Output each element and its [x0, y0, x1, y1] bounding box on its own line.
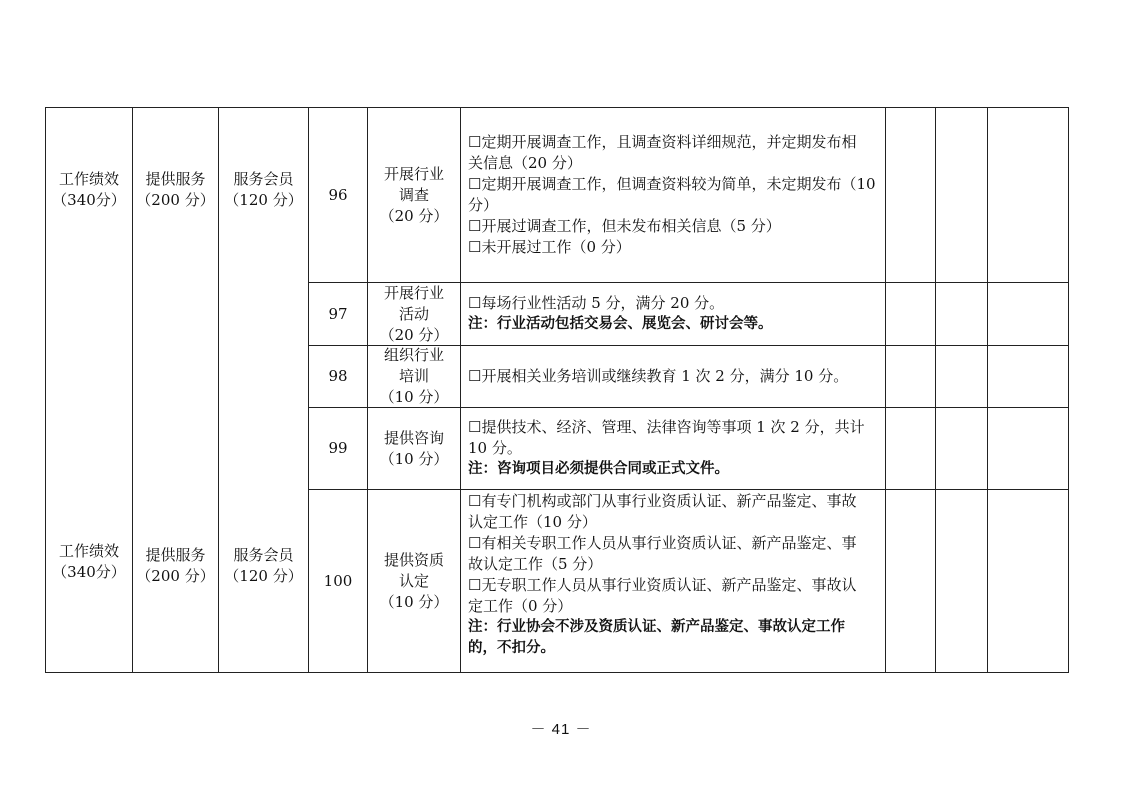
item-title-line: 调查: [398, 185, 429, 204]
criteria-96: [468, 128, 883, 261]
criteria-line: 定工作（0 分）: [468, 597, 573, 615]
item-title-line: 认定: [398, 571, 429, 590]
item-title-line: 活动: [398, 304, 429, 323]
item-points: （10 分）: [379, 388, 449, 406]
criteria-100: [468, 490, 883, 660]
item-points: （10 分）: [379, 449, 449, 468]
item-number-100: [309, 490, 367, 672]
item-number: 99: [328, 439, 348, 457]
item-number-99: [309, 408, 367, 489]
item-points: （20 分）: [379, 206, 449, 225]
item-title-100: [368, 490, 460, 672]
criteria-line: 认定工作（10 分）: [468, 513, 597, 531]
category-cell-top: [46, 160, 132, 220]
member-type-cell-top: [219, 160, 308, 220]
item-title-96: [368, 108, 460, 282]
page-number: － 41 －: [530, 721, 592, 738]
item-title-line: 培训: [398, 367, 429, 385]
criteria-line: ☐有专门机构或部门从事行业资质认证、新产品鉴定、事故: [468, 492, 857, 510]
category-name: 工作绩效: [58, 170, 119, 188]
category-name: 工作绩效: [58, 542, 119, 560]
category-cell-bottom: [46, 532, 132, 592]
criteria-98: [468, 346, 883, 407]
column-divider: [885, 107, 886, 672]
table-border-top: [45, 107, 1069, 108]
category-points: （340分）: [52, 563, 126, 581]
column-divider: [987, 107, 988, 672]
item-title-line: 开展行业: [383, 164, 444, 183]
item-number-97: [309, 283, 367, 345]
member-type-cell-bottom: [219, 536, 308, 596]
subcategory-name: 提供服务: [145, 546, 206, 564]
item-points: （10 分）: [379, 592, 449, 611]
item-title-98: [368, 346, 460, 407]
table-border-right: [1068, 107, 1069, 672]
item-number-98: [309, 346, 367, 407]
criteria-note: 注：咨询项目必须提供合同或正式文件。: [468, 461, 729, 477]
member-type-name: 服务会员: [233, 170, 294, 188]
criteria-line: ☐未开展过工作（0 分）: [468, 237, 631, 256]
item-number: 96: [328, 185, 348, 204]
column-divider: [460, 107, 461, 672]
member-type-points: （120 分）: [224, 191, 303, 209]
subcategory-cell-top: [133, 160, 218, 220]
column-divider: [935, 107, 936, 672]
criteria-note: 的，不扣分。: [468, 640, 555, 656]
criteria-line: ☐每场行业性活动 5 分，满分 20 分。: [468, 294, 725, 312]
category-points: （340分）: [52, 191, 126, 209]
subcategory-cell-bottom: [133, 536, 218, 596]
item-title-line: 提供咨询: [383, 428, 444, 447]
criteria-note: 注：行业活动包括交易会、展览会、研讨会等。: [468, 316, 773, 332]
item-title-line: 组织行业: [383, 346, 444, 364]
item-title-line: 开展行业: [383, 283, 444, 302]
criteria-97: [468, 283, 883, 345]
criteria-line: 关信息（20 分）: [468, 153, 582, 172]
subcategory-name: 提供服务: [145, 170, 206, 188]
member-type-points: （120 分）: [224, 567, 303, 585]
item-number: 97: [328, 304, 348, 323]
item-number: 98: [328, 367, 348, 385]
criteria-line: ☐开展过调查工作，但未发布相关信息（5 分）: [468, 216, 781, 235]
criteria-99: [468, 408, 883, 489]
subcategory-points: （200 分）: [136, 567, 215, 585]
criteria-line: ☐定期开展调查工作，且调查资料详细规范，并定期发布相: [468, 132, 857, 151]
table-border-bottom: [45, 672, 1069, 673]
criteria-line: ☐无专职工作人员从事行业资质认证、新产品鉴定、事故认: [468, 576, 857, 594]
criteria-line: ☐开展相关业务培训或继续教育 1 次 2 分，满分 10 分。: [468, 367, 849, 385]
criteria-line: 分）: [468, 195, 499, 214]
criteria-note: 注：行业协会不涉及资质认证、新产品鉴定、事故认定工作: [468, 619, 845, 635]
item-title-97: [368, 283, 460, 345]
item-number-96: [309, 108, 367, 282]
item-title-line: 提供资质: [383, 550, 444, 569]
criteria-line: ☐定期开展调查工作，但调查资料较为简单，未定期发布（10: [468, 174, 876, 193]
criteria-line: 10 分。: [468, 439, 522, 457]
criteria-line: 故认定工作（5 分）: [468, 555, 603, 573]
criteria-line: ☐提供技术、经济、管理、法律咨询等事项 1 次 2 分，共计: [468, 418, 865, 436]
item-number: 100: [323, 571, 353, 590]
member-type-name: 服务会员: [233, 546, 294, 564]
item-points: （20 分）: [379, 325, 449, 344]
item-title-99: [368, 408, 460, 489]
subcategory-points: （200 分）: [136, 191, 215, 209]
criteria-line: ☐有相关专职工作人员从事行业资质认证、新产品鉴定、事: [468, 534, 857, 552]
